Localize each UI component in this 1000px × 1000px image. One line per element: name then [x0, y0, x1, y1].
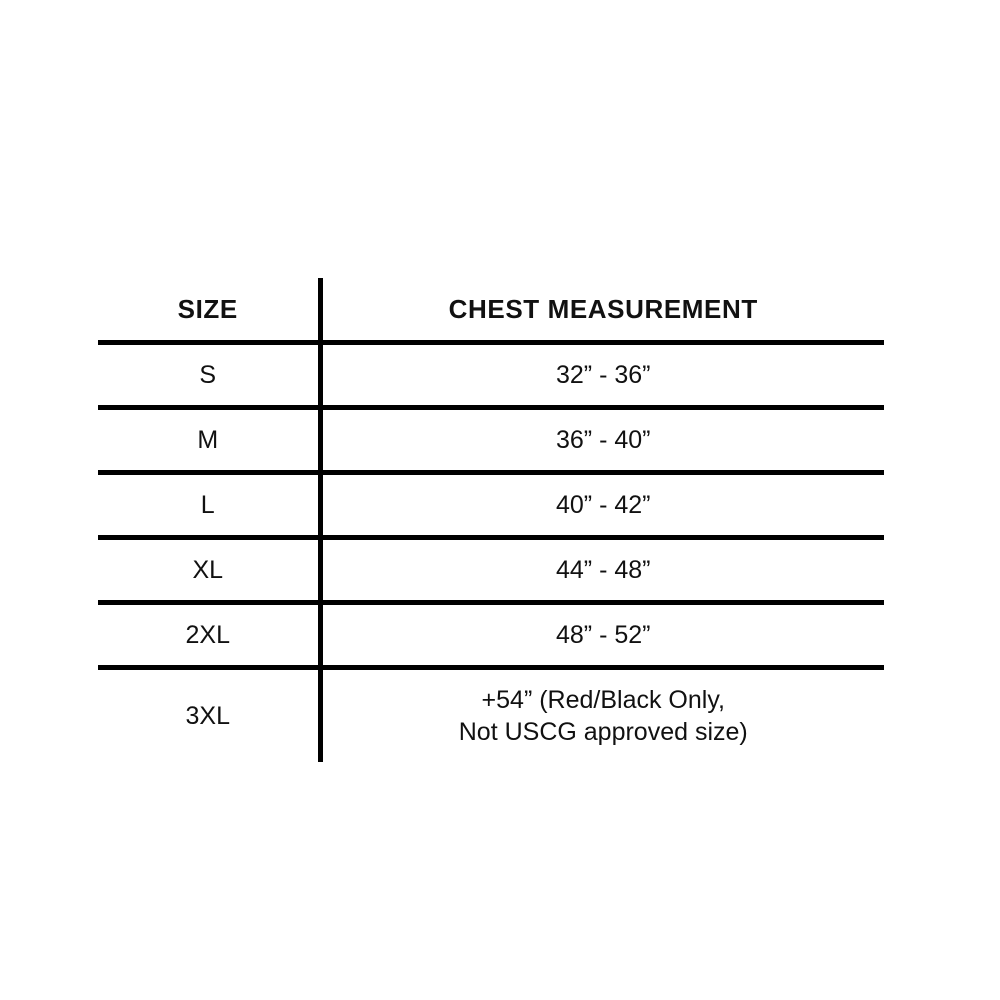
header-label-size: SIZE [177, 293, 238, 324]
cell-size [98, 538, 320, 603]
chest-value: 36” - 40” [556, 425, 651, 454]
size-chart-table-wrapper [98, 278, 884, 762]
header-label-chest: CHEST MEASUREMENT [448, 293, 758, 324]
size-value: XL [192, 555, 224, 584]
table-row [98, 603, 884, 668]
table-row [98, 538, 884, 603]
table-row [98, 343, 884, 408]
cell-chest [320, 343, 884, 408]
cell-chest [320, 473, 884, 538]
header-cell-chest [320, 278, 884, 343]
cell-size [98, 473, 320, 538]
size-value: L [200, 490, 215, 519]
chest-value-line-2: Not USCG approved size) [458, 718, 748, 746]
size-value: S [199, 360, 217, 389]
cell-size [98, 408, 320, 473]
cell-chest [320, 538, 884, 603]
table-row [98, 668, 884, 763]
table-row [98, 473, 884, 538]
size-value: M [197, 425, 219, 454]
size-chart-table [98, 278, 884, 762]
chest-value: 48” - 52” [556, 620, 651, 649]
header-cell-size [98, 278, 320, 343]
cell-chest [320, 603, 884, 668]
cell-chest [320, 408, 884, 473]
cell-size [98, 603, 320, 668]
chest-value: 44” - 48” [556, 555, 651, 584]
chest-value: 40” - 42” [556, 490, 651, 519]
table-row [98, 408, 884, 473]
table-header-row [98, 278, 884, 343]
chest-value: 32” - 36” [556, 360, 651, 389]
size-value: 3XL [185, 701, 230, 730]
cell-size [98, 343, 320, 408]
cell-size [98, 668, 320, 763]
size-value: 2XL [185, 620, 230, 649]
cell-chest [320, 668, 884, 763]
chest-value-line-1: +54” (Red/Black Only, [481, 685, 725, 714]
chest-value [323, 684, 885, 749]
